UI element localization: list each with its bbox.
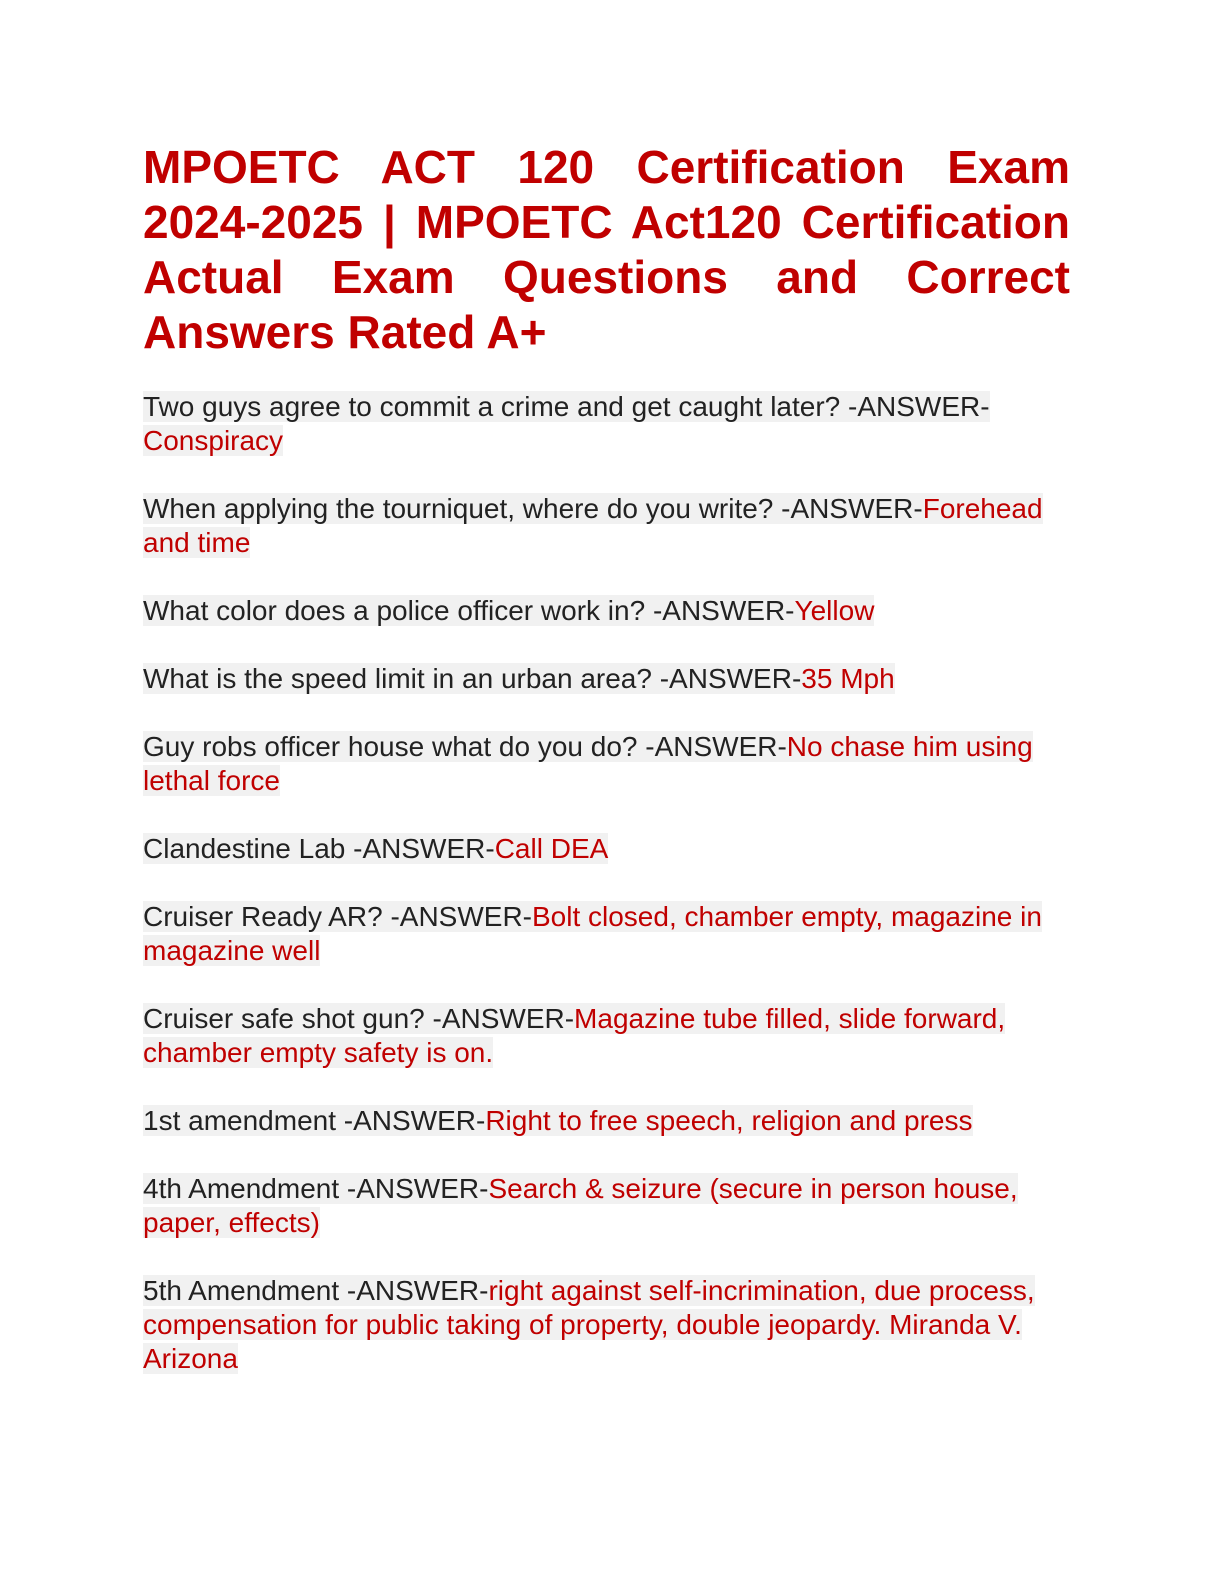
answer-marker: -ANSWER- — [848, 391, 990, 422]
question-text: 4th Amendment — [143, 1173, 347, 1204]
answer-text: Bolt closed, chamber empty, magazine in magazine well — [143, 901, 1042, 966]
qa-line — [143, 1003, 1005, 1068]
answer-marker: -ANSWER- — [343, 1105, 486, 1136]
qa-line — [143, 833, 608, 864]
qa-item-1 — [143, 390, 1070, 458]
qa-item-10 — [143, 1172, 1070, 1240]
qa-line — [143, 1275, 1035, 1374]
answer-text: right against self-incrimination, due process, compensation for public taking of property, double jeopardy. Miranda V. Arizona — [143, 1275, 1035, 1374]
qa-line — [143, 391, 990, 456]
qa-line — [143, 493, 1043, 558]
answer-text: Yellow — [794, 595, 875, 626]
qa-line — [143, 901, 1042, 966]
question-text: What color does a police officer work in? — [143, 595, 653, 626]
document-title: MPOETC ACT 120 Certification Exam 2024-2025 | MPOETC Act120 Certification Actual Exam Questions and Correct Answers Rated A+ — [143, 141, 1070, 358]
answer-text: No chase him using lethal force — [143, 731, 1033, 796]
question-text: Guy robs officer house what do you do? — [143, 731, 646, 762]
question-text: 1st amendment — [143, 1105, 344, 1136]
answer-marker: -ANSWER- — [652, 595, 795, 626]
answer-marker: -ANSWER- — [659, 663, 802, 694]
qa-item-8 — [143, 1002, 1070, 1070]
answer-text: Forehead and time — [143, 493, 1043, 558]
answer-marker: -ANSWER- — [346, 1173, 489, 1204]
answer-marker: -ANSWER- — [645, 731, 787, 762]
question-text: When applying the tourniquet, where do you write? — [143, 493, 782, 524]
document-page — [143, 140, 1070, 1410]
question-text: 5th Amendment — [143, 1275, 347, 1306]
question-text: Clandestine Lab — [143, 833, 354, 864]
qa-item-11 — [143, 1274, 1070, 1376]
qa-item-9 — [143, 1104, 1070, 1138]
qa-item-5 — [143, 730, 1070, 798]
qa-line — [143, 1105, 973, 1136]
question-text: Two guys agree to commit a crime and get caught later? — [143, 391, 849, 422]
answer-marker: -ANSWER- — [353, 833, 495, 864]
answer-marker: -ANSWER- — [432, 1003, 575, 1034]
qa-item-6 — [143, 832, 1070, 866]
answer-text: 35 Mph — [801, 663, 895, 694]
qa-line — [143, 663, 895, 694]
answer-marker: -ANSWER- — [781, 493, 923, 524]
qa-line — [143, 1173, 1018, 1238]
answer-marker: -ANSWER- — [390, 901, 532, 932]
question-text: Cruiser safe shot gun? — [143, 1003, 433, 1034]
answer-text: Search & seizure (secure in person house, paper, effects) — [143, 1173, 1018, 1238]
answer-text: Magazine tube filled, slide forward, chamber empty safety is on. — [143, 1003, 1006, 1068]
qa-item-2 — [143, 492, 1070, 560]
qa-item-3 — [143, 594, 1070, 628]
qa-line — [143, 731, 1033, 796]
qa-item-4 — [143, 662, 1070, 696]
question-text: Cruiser Ready AR? — [143, 901, 391, 932]
answer-text: Conspiracy — [143, 425, 284, 456]
question-text: What is the speed limit in an urban area? — [143, 663, 660, 694]
qa-item-7 — [143, 900, 1070, 968]
qa-line — [143, 595, 874, 626]
answer-text: Right to free speech, religion and press — [485, 1105, 973, 1136]
answer-text: Call DEA — [494, 833, 609, 864]
answer-marker: -ANSWER- — [346, 1275, 489, 1306]
